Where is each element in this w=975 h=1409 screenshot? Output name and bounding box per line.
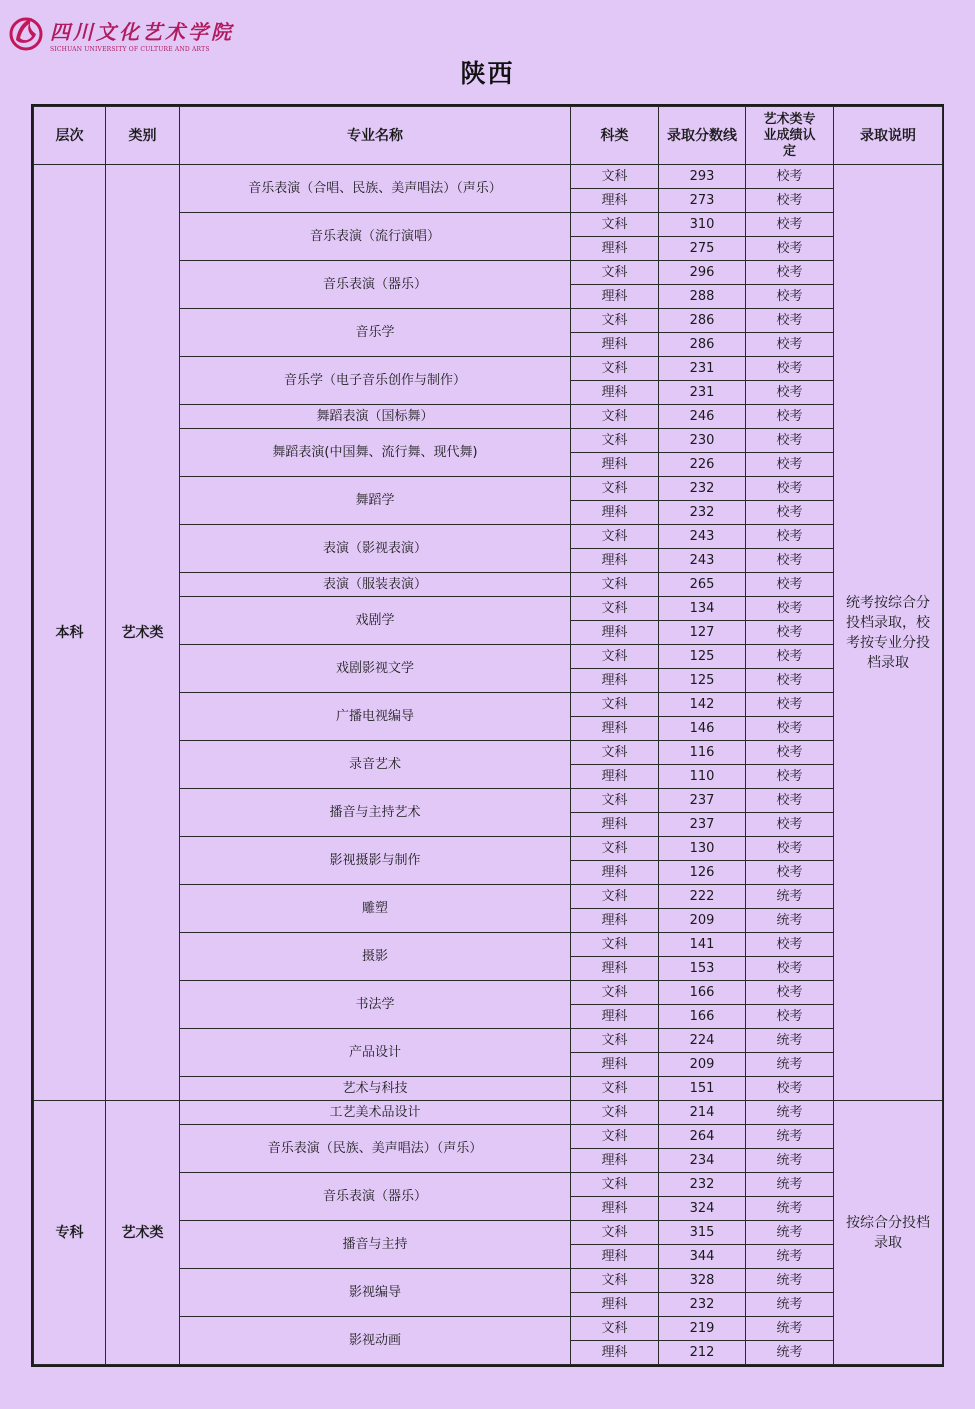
- score-cell: 232: [659, 501, 746, 525]
- header-category: 类别: [106, 107, 180, 165]
- level-cell: 专科: [34, 1101, 106, 1365]
- subject-cell: 文科: [571, 1317, 659, 1341]
- exam-type-cell: 校考: [746, 597, 834, 621]
- table-row: [34, 1101, 943, 1125]
- subject-cell: 理科: [571, 1053, 659, 1077]
- subject-cell: 文科: [571, 1269, 659, 1293]
- score-cell: 293: [659, 165, 746, 189]
- subject-cell: 理科: [571, 669, 659, 693]
- exam-type-cell: 校考: [746, 765, 834, 789]
- major-name-cell: 舞蹈学: [180, 477, 571, 525]
- score-cell: 264: [659, 1125, 746, 1149]
- header: [0, 0, 975, 100]
- exam-type-cell: 校考: [746, 693, 834, 717]
- score-cell: 231: [659, 357, 746, 381]
- admission-note-cell: 统考按综合分投档录取，校考按专业分投档录取: [834, 165, 943, 1101]
- logo-english-name: SICHUAN UNIVERSITY OF CULTURE AND ARTS: [50, 46, 210, 53]
- score-cell: 275: [659, 237, 746, 261]
- subject-cell: 理科: [571, 957, 659, 981]
- major-name-cell: 影视编导: [180, 1269, 571, 1317]
- score-cell: 127: [659, 621, 746, 645]
- table-body: [34, 165, 943, 1365]
- subject-cell: 文科: [571, 1077, 659, 1101]
- score-cell: 209: [659, 909, 746, 933]
- exam-type-cell: 校考: [746, 861, 834, 885]
- flame-emblem-icon: [6, 12, 46, 52]
- major-name-cell: 音乐表演（器乐）: [180, 261, 571, 309]
- category-cell: 艺术类: [106, 165, 180, 1101]
- exam-type-cell: 校考: [746, 381, 834, 405]
- exam-type-cell: 校考: [746, 573, 834, 597]
- score-cell: 141: [659, 933, 746, 957]
- subject-cell: 文科: [571, 1173, 659, 1197]
- score-cell: 142: [659, 693, 746, 717]
- score-cell: 286: [659, 333, 746, 357]
- exam-type-cell: 校考: [746, 453, 834, 477]
- header-subject: 科类: [571, 107, 659, 165]
- subject-cell: 文科: [571, 477, 659, 501]
- score-cell: 231: [659, 381, 746, 405]
- exam-type-cell: 统考: [746, 1341, 834, 1365]
- subject-cell: 文科: [571, 933, 659, 957]
- admission-note-cell: 按综合分投档录取: [834, 1101, 943, 1365]
- exam-type-cell: 校考: [746, 1077, 834, 1101]
- major-name-cell: 舞蹈表演(中国舞、流行舞、现代舞): [180, 429, 571, 477]
- exam-type-cell: 校考: [746, 645, 834, 669]
- subject-cell: 理科: [571, 1293, 659, 1317]
- subject-cell: 理科: [571, 765, 659, 789]
- exam-type-cell: 校考: [746, 405, 834, 429]
- score-cell: 153: [659, 957, 746, 981]
- subject-cell: 理科: [571, 285, 659, 309]
- major-name-cell: 播音与主持: [180, 1221, 571, 1269]
- major-name-cell: 影视动画: [180, 1317, 571, 1365]
- major-name-cell: 播音与主持艺术: [180, 789, 571, 837]
- level-cell: 本科: [34, 165, 106, 1101]
- exam-type-cell: 校考: [746, 669, 834, 693]
- score-cell: 219: [659, 1317, 746, 1341]
- score-cell: 324: [659, 1197, 746, 1221]
- exam-type-cell: 校考: [746, 981, 834, 1005]
- score-cell: 232: [659, 1293, 746, 1317]
- subject-cell: 文科: [571, 261, 659, 285]
- major-name-cell: 音乐学: [180, 309, 571, 357]
- exam-type-cell: 校考: [746, 957, 834, 981]
- exam-type-cell: 统考: [746, 909, 834, 933]
- header-art-score-text: 艺术类专业成绩认定: [763, 111, 816, 159]
- exam-type-cell: 校考: [746, 933, 834, 957]
- subject-cell: 理科: [571, 549, 659, 573]
- exam-type-cell: 校考: [746, 333, 834, 357]
- exam-type-cell: 统考: [746, 1245, 834, 1269]
- table-header-row: [34, 107, 943, 165]
- exam-type-cell: 校考: [746, 789, 834, 813]
- subject-cell: 文科: [571, 693, 659, 717]
- subject-cell: 文科: [571, 573, 659, 597]
- subject-cell: 文科: [571, 1029, 659, 1053]
- exam-type-cell: 校考: [746, 261, 834, 285]
- exam-type-cell: 统考: [746, 1029, 834, 1053]
- score-cell: 328: [659, 1269, 746, 1293]
- exam-type-cell: 统考: [746, 1293, 834, 1317]
- score-cell: 209: [659, 1053, 746, 1077]
- university-logo: [6, 8, 236, 58]
- score-cell: 344: [659, 1245, 746, 1269]
- exam-type-cell: 统考: [746, 1173, 834, 1197]
- exam-type-cell: 校考: [746, 165, 834, 189]
- major-name-cell: 音乐表演（器乐）: [180, 1173, 571, 1221]
- exam-type-cell: 校考: [746, 213, 834, 237]
- subject-cell: 理科: [571, 1005, 659, 1029]
- subject-cell: 理科: [571, 237, 659, 261]
- score-cell: 226: [659, 453, 746, 477]
- subject-cell: 文科: [571, 885, 659, 909]
- exam-type-cell: 校考: [746, 549, 834, 573]
- header-major-name: 专业名称: [180, 107, 571, 165]
- admission-table-container: [31, 104, 944, 1367]
- major-name-cell: 艺术与科技: [180, 1077, 571, 1101]
- table-row: [34, 165, 943, 189]
- subject-cell: 文科: [571, 789, 659, 813]
- header-admission-note: 录取说明: [834, 107, 943, 165]
- score-cell: 246: [659, 405, 746, 429]
- subject-cell: 理科: [571, 861, 659, 885]
- exam-type-cell: 校考: [746, 1005, 834, 1029]
- major-name-cell: 音乐表演（流行演唱）: [180, 213, 571, 261]
- major-name-cell: 音乐表演（合唱、民族、美声唱法）（声乐）: [180, 165, 571, 213]
- score-cell: 125: [659, 669, 746, 693]
- exam-type-cell: 校考: [746, 477, 834, 501]
- subject-cell: 理科: [571, 1149, 659, 1173]
- logo-chinese-name: 四川文化艺术学院: [50, 20, 234, 44]
- header-level: 层次: [34, 107, 106, 165]
- subject-cell: 理科: [571, 381, 659, 405]
- exam-type-cell: 校考: [746, 237, 834, 261]
- score-cell: 116: [659, 741, 746, 765]
- subject-cell: 理科: [571, 813, 659, 837]
- score-cell: 296: [659, 261, 746, 285]
- subject-cell: 文科: [571, 525, 659, 549]
- major-name-cell: 表演（影视表演）: [180, 525, 571, 573]
- subject-cell: 文科: [571, 1221, 659, 1245]
- subject-cell: 理科: [571, 1341, 659, 1365]
- score-cell: 130: [659, 837, 746, 861]
- score-cell: 166: [659, 1005, 746, 1029]
- exam-type-cell: 统考: [746, 885, 834, 909]
- score-cell: 110: [659, 765, 746, 789]
- score-cell: 273: [659, 189, 746, 213]
- score-cell: 230: [659, 429, 746, 453]
- subject-cell: 理科: [571, 1197, 659, 1221]
- major-name-cell: 工艺美术品设计: [180, 1101, 571, 1125]
- major-name-cell: 雕塑: [180, 885, 571, 933]
- subject-cell: 文科: [571, 741, 659, 765]
- exam-type-cell: 统考: [746, 1221, 834, 1245]
- exam-type-cell: 校考: [746, 309, 834, 333]
- major-name-cell: 录音艺术: [180, 741, 571, 789]
- exam-type-cell: 统考: [746, 1053, 834, 1077]
- subject-cell: 理科: [571, 717, 659, 741]
- score-cell: 126: [659, 861, 746, 885]
- subject-cell: 理科: [571, 501, 659, 525]
- major-name-cell: 戏剧影视文学: [180, 645, 571, 693]
- subject-cell: 理科: [571, 909, 659, 933]
- major-name-cell: 影视摄影与制作: [180, 837, 571, 885]
- page-title: 陕西: [460, 59, 515, 88]
- subject-cell: 文科: [571, 645, 659, 669]
- subject-cell: 文科: [571, 357, 659, 381]
- major-name-cell: 音乐表演（民族、美声唱法）（声乐）: [180, 1125, 571, 1173]
- exam-type-cell: 统考: [746, 1125, 834, 1149]
- exam-type-cell: 统考: [746, 1149, 834, 1173]
- major-name-cell: 书法学: [180, 981, 571, 1029]
- exam-type-cell: 统考: [746, 1269, 834, 1293]
- subject-cell: 文科: [571, 309, 659, 333]
- exam-type-cell: 校考: [746, 813, 834, 837]
- subject-cell: 文科: [571, 165, 659, 189]
- major-name-cell: 表演（服装表演）: [180, 573, 571, 597]
- exam-type-cell: 校考: [746, 357, 834, 381]
- subject-cell: 文科: [571, 981, 659, 1005]
- score-cell: 224: [659, 1029, 746, 1053]
- subject-cell: 理科: [571, 333, 659, 357]
- score-cell: 134: [659, 597, 746, 621]
- score-cell: 166: [659, 981, 746, 1005]
- subject-cell: 文科: [571, 429, 659, 453]
- score-cell: 237: [659, 813, 746, 837]
- score-cell: 212: [659, 1341, 746, 1365]
- exam-type-cell: 校考: [746, 837, 834, 861]
- exam-type-cell: 统考: [746, 1101, 834, 1125]
- major-name-cell: 音乐学（电子音乐创作与制作）: [180, 357, 571, 405]
- major-name-cell: 舞蹈表演（国标舞）: [180, 405, 571, 429]
- major-name-cell: 产品设计: [180, 1029, 571, 1077]
- score-cell: 151: [659, 1077, 746, 1101]
- exam-type-cell: 校考: [746, 285, 834, 309]
- exam-type-cell: 统考: [746, 1197, 834, 1221]
- exam-type-cell: 校考: [746, 621, 834, 645]
- subject-cell: 文科: [571, 1101, 659, 1125]
- score-cell: 288: [659, 285, 746, 309]
- subject-cell: 文科: [571, 213, 659, 237]
- score-cell: 222: [659, 885, 746, 909]
- score-cell: 315: [659, 1221, 746, 1245]
- exam-type-cell: 校考: [746, 525, 834, 549]
- score-cell: 265: [659, 573, 746, 597]
- subject-cell: 文科: [571, 405, 659, 429]
- score-cell: 286: [659, 309, 746, 333]
- exam-type-cell: 统考: [746, 1317, 834, 1341]
- subject-cell: 理科: [571, 1245, 659, 1269]
- score-cell: 310: [659, 213, 746, 237]
- score-cell: 237: [659, 789, 746, 813]
- exam-type-cell: 校考: [746, 189, 834, 213]
- subject-cell: 文科: [571, 837, 659, 861]
- exam-type-cell: 校考: [746, 501, 834, 525]
- header-score-line: 录取分数线: [659, 107, 746, 165]
- score-cell: 146: [659, 717, 746, 741]
- major-name-cell: 戏剧学: [180, 597, 571, 645]
- subject-cell: 理科: [571, 189, 659, 213]
- score-cell: 243: [659, 549, 746, 573]
- subject-cell: 理科: [571, 453, 659, 477]
- score-cell: 232: [659, 1173, 746, 1197]
- admission-table: [33, 106, 943, 1365]
- major-name-cell: 摄影: [180, 933, 571, 981]
- exam-type-cell: 校考: [746, 429, 834, 453]
- score-cell: 214: [659, 1101, 746, 1125]
- header-art-score-recognition: [746, 107, 834, 165]
- category-cell: 艺术类: [106, 1101, 180, 1365]
- subject-cell: 文科: [571, 1125, 659, 1149]
- score-cell: 234: [659, 1149, 746, 1173]
- subject-cell: 文科: [571, 597, 659, 621]
- subject-cell: 理科: [571, 621, 659, 645]
- score-cell: 232: [659, 477, 746, 501]
- score-cell: 243: [659, 525, 746, 549]
- exam-type-cell: 校考: [746, 741, 834, 765]
- exam-type-cell: 校考: [746, 717, 834, 741]
- score-cell: 125: [659, 645, 746, 669]
- major-name-cell: 广播电视编导: [180, 693, 571, 741]
